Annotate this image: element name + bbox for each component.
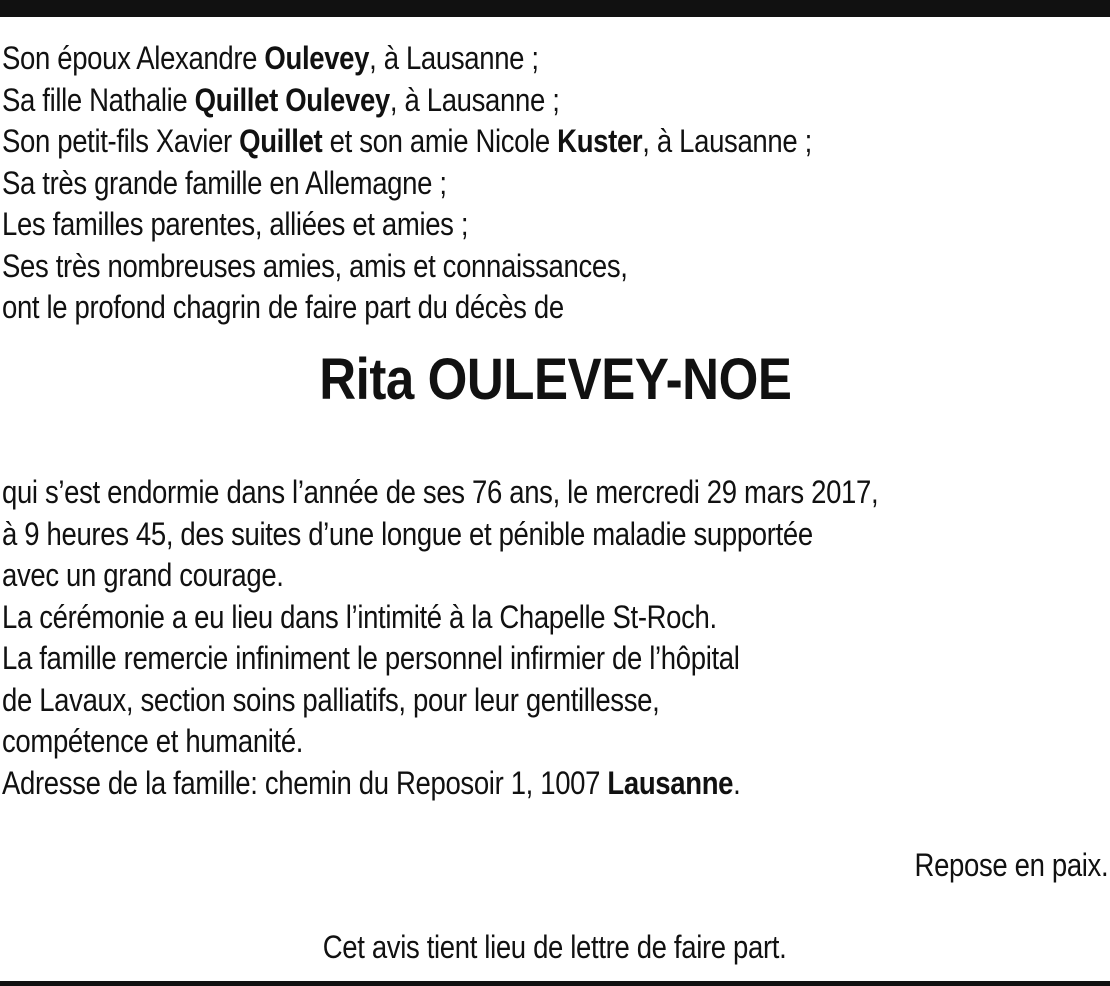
bottom-rule xyxy=(0,981,1110,986)
notice-body xyxy=(2,472,953,804)
intro-line-friends: Ses très nombreuses amies, amis et connaissances, xyxy=(2,247,628,284)
surname-bold: Kuster xyxy=(557,123,643,159)
surname-bold: Quillet Oulevey xyxy=(194,81,390,118)
city-bold: Lausanne xyxy=(607,764,734,801)
intro-line-family: Sa très grande famille en Allemagne ; xyxy=(2,164,447,201)
body-line: compétence et humanité. xyxy=(2,723,304,759)
surname-bold: Oulevey xyxy=(264,40,370,76)
footer-note: Cet avis tient lieu de lettre de faire part. xyxy=(323,929,787,965)
intro-line-grandson: Son petit-fils Xavier Quillet et son amie Nicole Kuster, à Lausanne ; xyxy=(2,123,812,159)
body-line: La cérémonie a eu lieu dans l’intimité à la Chapelle St-Roch. xyxy=(2,598,717,635)
family-address: Adresse de la famille: chemin du Reposoir 1, 1007 Lausanne. xyxy=(2,764,741,801)
intro-line-daughter: Sa fille Nathalie Quillet Oulevey, à Lausanne ; xyxy=(2,81,560,118)
intro-line-announcement: ont le profond chagrin de faire part du décès de xyxy=(2,289,564,325)
body-line: avec un grand courage. xyxy=(2,557,284,593)
body-line: La famille remercie infiniment le personnel infirmier de l’hôpital xyxy=(2,640,740,676)
surname-bold: Quillet xyxy=(239,123,323,159)
intro-line-spouse: Son époux Alexandre Oulevey, à Lausanne ; xyxy=(2,40,539,76)
body-line: à 9 heures 45, des suites d’une longue et pénible maladie supportée xyxy=(2,515,813,552)
body-line: de Lavaux, section soins palliatifs, pour leur gentillesse, xyxy=(2,681,660,718)
family-list xyxy=(2,38,953,329)
body-line: qui s’est endormie dans l’année de ses 76 ans, le mercredi 29 mars 2017, xyxy=(2,474,879,510)
intro-line-relatives: Les familles parentes, alliées et amies ; xyxy=(2,206,469,242)
deceased-name: Rita OULEVEY-NOE xyxy=(318,347,792,412)
top-rule xyxy=(0,0,1110,17)
closing-phrase: Repose en paix. xyxy=(914,847,1108,883)
